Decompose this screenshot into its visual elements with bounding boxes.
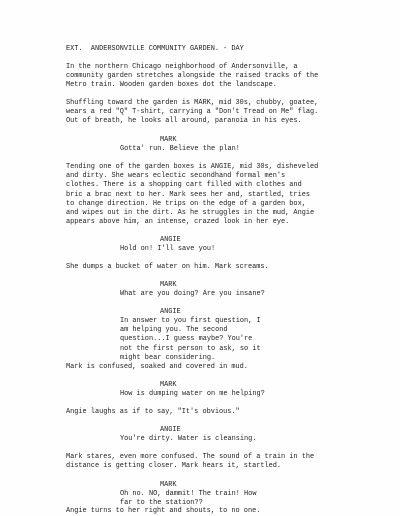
character-name: ANGIE — [160, 236, 181, 244]
dialogue: In answer to you first question, I am helping you. The second question...I guess maybe? You're not the first person to ask, so it might bear considering. — [120, 317, 261, 362]
scene-heading: EXT. ANDERSONVILLE COMMUNITY GARDEN. - DAY — [66, 45, 244, 53]
dialogue: Hold on! I'll save you! — [120, 245, 216, 253]
action-paragraph: Mark stares, even more confused. The sound of a train in the distance is getting closer. Mark hears it, startled. — [66, 453, 315, 471]
character-name: MARK — [160, 136, 177, 144]
action-paragraph: Angie turns to her right and shouts, to no one. — [66, 507, 261, 515]
character-name: MARK — [160, 381, 177, 389]
action-paragraph: Shuffling toward the garden is MARK, mid 30s, chubby, goatee, wears a red "Q" T-shirt, carrying a "Don't Tread on Me" flag. Out of breath, he looks all around, paranoia in his eyes. — [66, 99, 319, 126]
dialogue: Gotta' run. Believe the plan! — [120, 145, 240, 153]
dialogue: How is dumping water on me helping? — [120, 390, 265, 398]
action-paragraph: Angie laughs as if to say, "It's obvious." — [66, 408, 240, 416]
action-paragraph: In the northern Chicago neighborhood of Andersonville, a community garden stretches alongside the raised tracks of the Metro train. Wooden garden boxes dot the landscape. — [66, 63, 319, 90]
action-paragraph: Tending one of the garden boxes is ANGIE, mid 30s, disheveled and dirty. She wears eclectic secondhand formal men's clothes. There is a shopping cart filled with clothes and bric a brac next to her. Mark sees her and, startled, tries to change direction. He trips on the edge of a garden box, and wipes out in the dirt. As he struggles in the mud, Angie appears above him, an intense, crazed look in her eye. — [66, 163, 319, 227]
action-paragraph: Mark is confused, soaked and covered in mud. — [66, 363, 248, 371]
character-name: ANGIE — [160, 308, 181, 316]
character-name: MARK — [160, 481, 177, 489]
dialogue: What are you doing? Are you insane? — [120, 290, 265, 298]
dialogue: Oh no. NO, dammit! The train! How far to the station?? — [120, 490, 257, 508]
dialogue: You're dirty. Water is cleansing. — [120, 435, 257, 443]
character-name: MARK — [160, 281, 177, 289]
character-name: ANGIE — [160, 426, 181, 434]
action-paragraph: She dumps a bucket of water on him. Mark screams. — [66, 263, 269, 271]
